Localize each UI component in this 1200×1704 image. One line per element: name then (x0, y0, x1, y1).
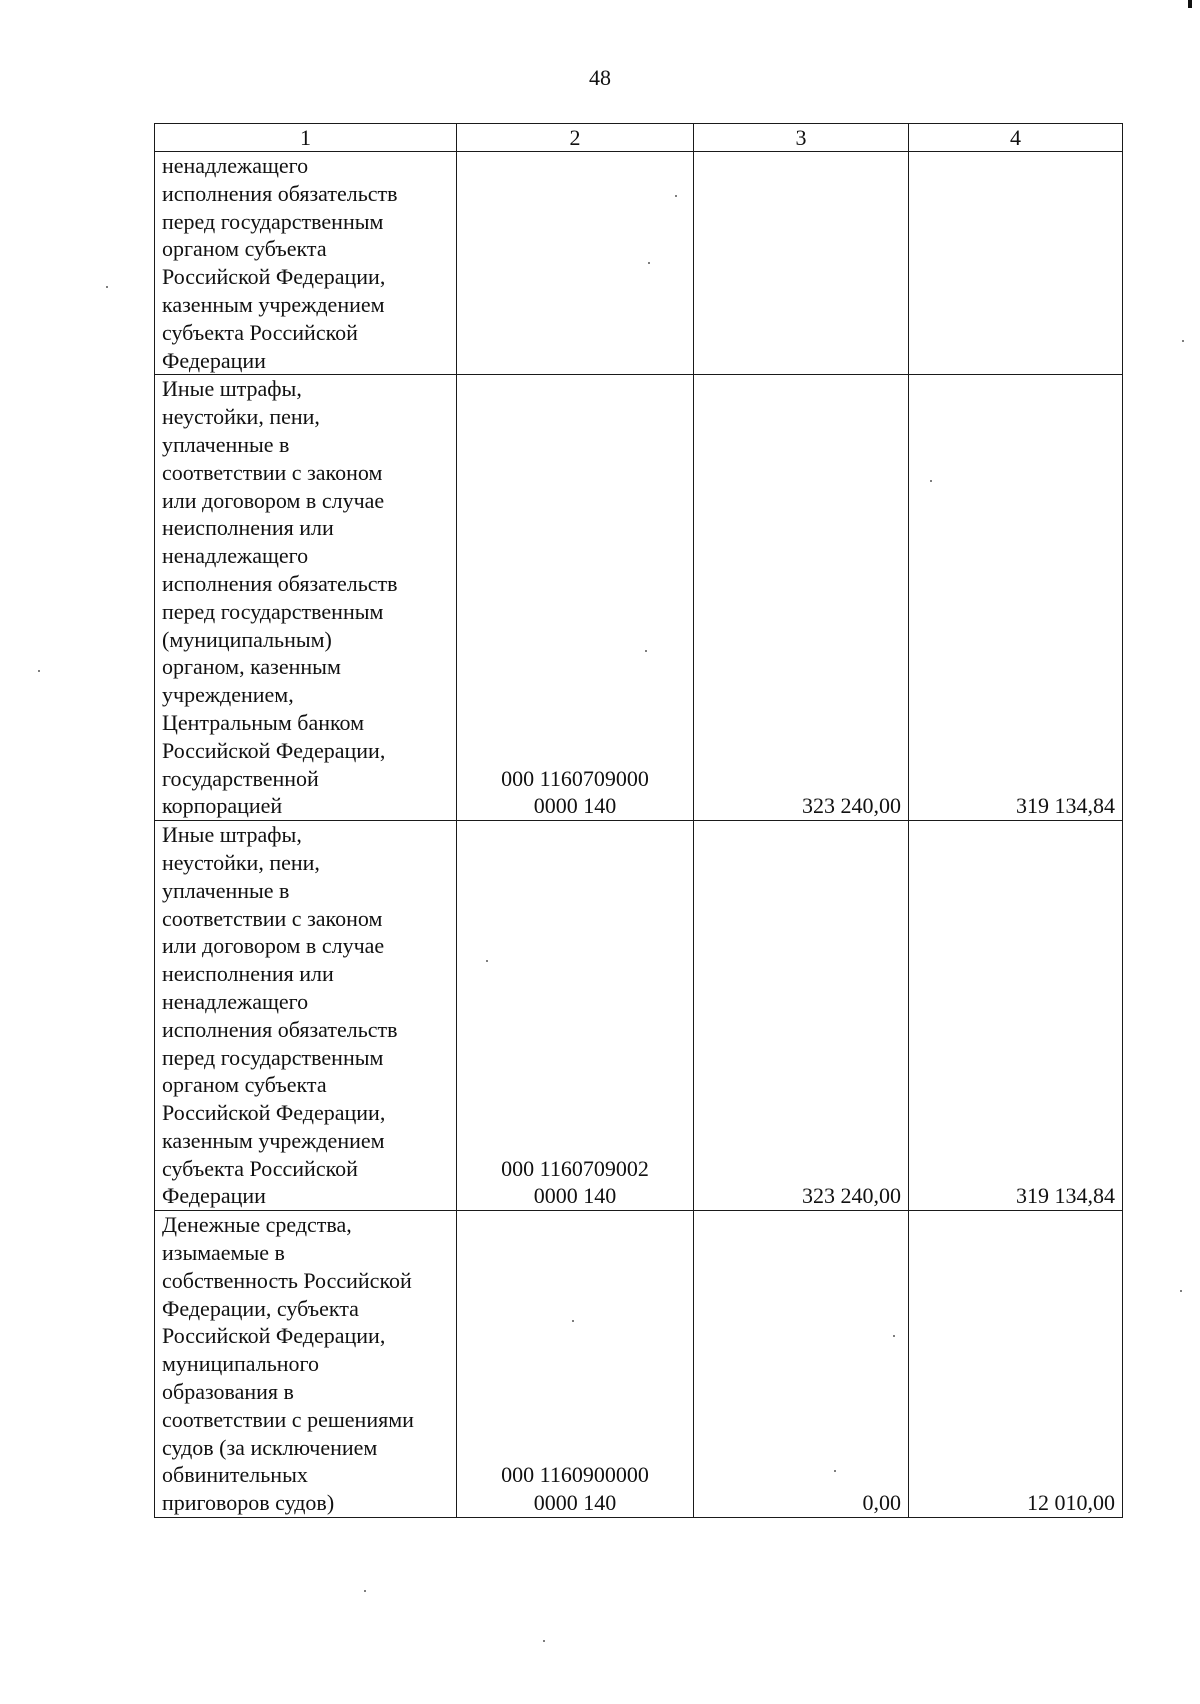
scan-speck (645, 650, 647, 652)
scan-speck (648, 262, 650, 264)
scan-speck (675, 195, 677, 197)
column-header-1: 1 (155, 124, 457, 152)
scan-speck (1180, 1290, 1182, 1292)
row-value-3-cell: 0,00 (694, 1211, 909, 1518)
row-code-cell: 000 1160900000 0000 140 (457, 1211, 694, 1518)
scan-speck (486, 960, 488, 962)
row-value-4-cell: 319 134,84 (909, 375, 1123, 821)
page-number: 48 (589, 65, 611, 90)
scan-speck (893, 1335, 895, 1337)
column-header-3: 3 (694, 124, 909, 152)
scan-speck (106, 286, 108, 288)
column-header-2: 2 (457, 124, 694, 152)
row-value-4-cell: 319 134,84 (909, 821, 1123, 1211)
row-value-4-cell: 12 010,00 (909, 1211, 1123, 1518)
row-code-cell: 000 1160709002 0000 140 (457, 821, 694, 1211)
scan-speck (364, 1590, 366, 1592)
table-header-row (155, 124, 1123, 152)
table-row (155, 1211, 1123, 1518)
row-name-cell: ненадлежащего исполнения обязательств перед государственным органом субъекта Российской Федерации, казенным учреждением субъекта Российской Федерации (155, 152, 457, 375)
row-value-3-cell: 323 240,00 (694, 375, 909, 821)
scan-speck (543, 1640, 545, 1642)
row-value-3-cell: 323 240,00 (694, 821, 909, 1211)
scan-speck (1182, 340, 1184, 342)
row-value-3-cell (694, 152, 909, 375)
row-value-4-cell (909, 152, 1123, 375)
row-code-cell (457, 152, 694, 375)
table-row (155, 152, 1123, 375)
scan-speck (572, 1320, 574, 1322)
scan-edge-mark (1188, 0, 1192, 8)
row-name-cell: Иные штрафы, неустойки, пени, уплаченные в соответствии с законом или договором в случае неисполнения или ненадлежащего исполнения обязательств перед государственным (муниципальным) органом, казенным учреждением, Центральным банком Российской Федерации, государственной корпорацией (155, 375, 457, 821)
row-name-cell: Иные штрафы, неустойки, пени, уплаченные в соответствии с законом или договором в случае неисполнения или ненадлежащего исполнения обязательств перед государственным органом субъекта Российской Федерации, казенным учреждением субъекта Российской Федерации (155, 821, 457, 1211)
scan-speck (834, 1470, 836, 1472)
budget-revenue-table (154, 123, 1123, 1518)
row-code-cell: 000 1160709000 0000 140 (457, 375, 694, 821)
column-header-4: 4 (909, 124, 1123, 152)
table-row (155, 821, 1123, 1211)
table-row (155, 375, 1123, 821)
scan-speck (930, 480, 932, 482)
scan-speck (38, 670, 40, 672)
row-name-cell: Денежные средства, изымаемые в собственность Российской Федерации, субъекта Российской Федерации, муниципального образования в соответствии с решениями судов (за исключением обвинительных приговоров судов) (155, 1211, 457, 1518)
